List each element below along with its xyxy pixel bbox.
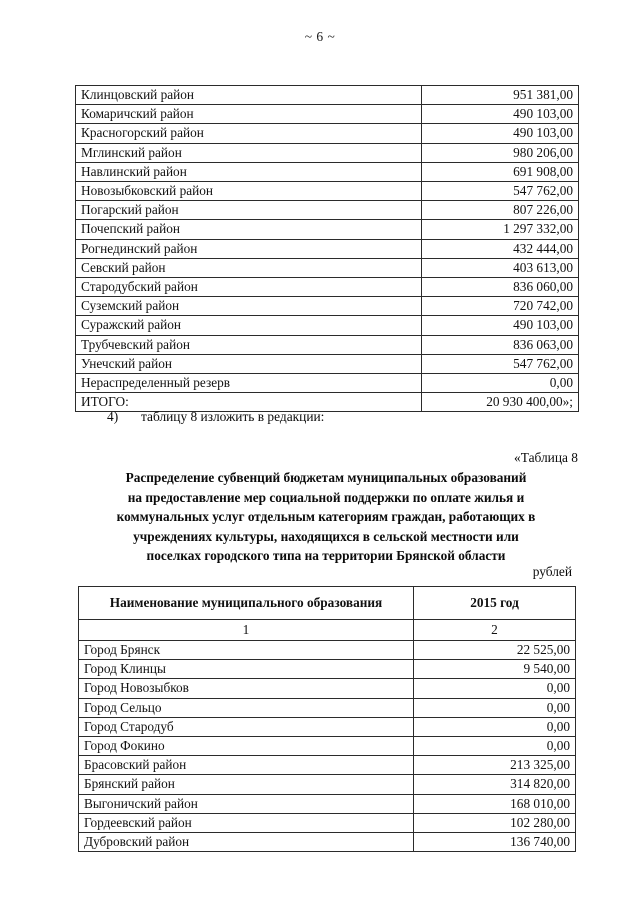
row-value-cell: 0,00 bbox=[414, 679, 576, 698]
row-value-cell: 0,00 bbox=[414, 717, 576, 736]
column-number-name: 1 bbox=[79, 620, 414, 641]
page-title bbox=[86, 468, 566, 566]
row-value-cell: 547 762,00 bbox=[422, 354, 579, 373]
table-row bbox=[79, 775, 576, 794]
title-line: учреждениях культуры, находящихся в сельской местности или bbox=[133, 528, 519, 544]
row-value-cell: 136 740,00 bbox=[414, 833, 576, 852]
column-number-value: 2 bbox=[414, 620, 576, 641]
row-value-cell: 490 103,00 bbox=[422, 316, 579, 335]
row-value-cell: 102 280,00 bbox=[414, 813, 576, 832]
row-value-cell: 807 226,00 bbox=[422, 201, 579, 220]
row-value-cell: 691 908,00 bbox=[422, 162, 579, 181]
row-name-cell: Севский район bbox=[76, 258, 422, 277]
title-line: на предоставление мер социальной поддержки по оплате жилья и bbox=[127, 489, 525, 505]
table-row bbox=[79, 717, 576, 736]
table-row bbox=[79, 794, 576, 813]
list-item-text: таблицу 8 изложить в редакции: bbox=[141, 409, 325, 424]
row-name-cell: Брасовский район bbox=[79, 756, 414, 775]
row-name-cell: Город Брянск bbox=[79, 641, 414, 660]
page-number: ~ 6 ~ bbox=[304, 29, 336, 44]
title-line: коммунальных услуг отдельным категориям граждан, работающих в bbox=[116, 509, 536, 525]
row-value-cell: 20 930 400,00»; bbox=[422, 393, 579, 412]
row-value-cell: 720 742,00 bbox=[422, 297, 579, 316]
table-row bbox=[76, 86, 579, 105]
table-row bbox=[79, 641, 576, 660]
table-row bbox=[79, 737, 576, 756]
row-name-cell: Город Клинцы bbox=[79, 660, 414, 679]
row-name-cell: Навлинский район bbox=[76, 162, 422, 181]
table-row bbox=[76, 297, 579, 316]
row-name-cell: Выгоничский район bbox=[79, 794, 414, 813]
table-one-body bbox=[76, 86, 579, 412]
table-row bbox=[76, 162, 579, 181]
row-name-cell: Гордеевский район bbox=[79, 813, 414, 832]
row-value-cell: 168 010,00 bbox=[414, 794, 576, 813]
table-row bbox=[76, 201, 579, 220]
table-row bbox=[76, 143, 579, 162]
row-name-cell: Брянский район bbox=[79, 775, 414, 794]
list-item-paragraph bbox=[75, 409, 578, 425]
row-name-cell: Рогнединский район bbox=[76, 239, 422, 258]
row-value-cell: 490 103,00 bbox=[422, 105, 579, 124]
row-value-cell: 9 540,00 bbox=[414, 660, 576, 679]
table-row bbox=[76, 316, 579, 335]
row-name-cell: Новозыбковский район bbox=[76, 182, 422, 201]
row-value-cell: 980 206,00 bbox=[422, 143, 579, 162]
row-name-cell: Город Новозыбков bbox=[79, 679, 414, 698]
row-value-cell: 0,00 bbox=[422, 374, 579, 393]
table-two-body bbox=[79, 587, 576, 852]
row-name-cell: Нераспределенный резерв bbox=[76, 374, 422, 393]
row-value-cell: 547 762,00 bbox=[422, 182, 579, 201]
row-value-cell: 213 325,00 bbox=[414, 756, 576, 775]
row-name-cell: Суражский район bbox=[76, 316, 422, 335]
row-value-cell: 0,00 bbox=[414, 737, 576, 756]
table-row bbox=[76, 182, 579, 201]
row-name-cell: Почепский район bbox=[76, 220, 422, 239]
row-value-cell: 403 613,00 bbox=[422, 258, 579, 277]
table-row bbox=[79, 698, 576, 717]
table-row bbox=[76, 354, 579, 373]
row-value-cell: 490 103,00 bbox=[422, 124, 579, 143]
row-name-cell: Стародубский район bbox=[76, 278, 422, 297]
column-header-name: Наименование муниципального образования bbox=[79, 587, 414, 620]
subvention-table-continued bbox=[75, 85, 579, 412]
row-name-cell: Красногорский район bbox=[76, 124, 422, 143]
row-value-cell: 836 063,00 bbox=[422, 335, 579, 354]
table-row bbox=[79, 833, 576, 852]
table-row bbox=[79, 813, 576, 832]
row-value-cell: 1 297 332,00 bbox=[422, 220, 579, 239]
row-name-cell: Город Стародуб bbox=[79, 717, 414, 736]
row-name-cell: Трубчевский район bbox=[76, 335, 422, 354]
column-header-value: 2015 год bbox=[414, 587, 576, 620]
table-caption-label: «Таблица 8 bbox=[514, 450, 578, 465]
table-header-row bbox=[79, 587, 576, 620]
table-row bbox=[76, 239, 579, 258]
row-name-cell: Погарский район bbox=[76, 201, 422, 220]
row-name-cell: Унечский район bbox=[76, 354, 422, 373]
row-value-cell: 951 381,00 bbox=[422, 86, 579, 105]
row-value-cell: 432 444,00 bbox=[422, 239, 579, 258]
row-name-cell: Мглинский район bbox=[76, 143, 422, 162]
row-value-cell: 0,00 bbox=[414, 698, 576, 717]
row-name-cell: Комаричский район bbox=[76, 105, 422, 124]
table-row bbox=[76, 105, 579, 124]
row-value-cell: 836 060,00 bbox=[422, 278, 579, 297]
row-value-cell: 22 525,00 bbox=[414, 641, 576, 660]
table-row bbox=[79, 756, 576, 775]
title-line: поселках городского типа на территории Брянской области bbox=[146, 548, 506, 564]
title-line: Распределение субвенций бюджетам муниципальных образований bbox=[125, 470, 527, 485]
units-note: рублей bbox=[532, 564, 572, 579]
row-name-cell: Суземский район bbox=[76, 297, 422, 316]
list-item-marker: 4) bbox=[107, 409, 119, 424]
table-row bbox=[76, 278, 579, 297]
row-name-cell: Город Фокино bbox=[79, 737, 414, 756]
table-row bbox=[76, 258, 579, 277]
column-number-row bbox=[79, 620, 576, 641]
row-name-cell: Клинцовский район bbox=[76, 86, 422, 105]
row-name-cell: ИТОГО: bbox=[76, 393, 422, 412]
table-row bbox=[76, 374, 579, 393]
table-row bbox=[79, 660, 576, 679]
row-name-cell: Город Сельцо bbox=[79, 698, 414, 717]
row-value-cell: 314 820,00 bbox=[414, 775, 576, 794]
table-row bbox=[76, 335, 579, 354]
table-row bbox=[76, 220, 579, 239]
table-row bbox=[76, 124, 579, 143]
subvention-table-8 bbox=[78, 586, 576, 852]
row-name-cell: Дубровский район bbox=[79, 833, 414, 852]
table-row bbox=[79, 679, 576, 698]
